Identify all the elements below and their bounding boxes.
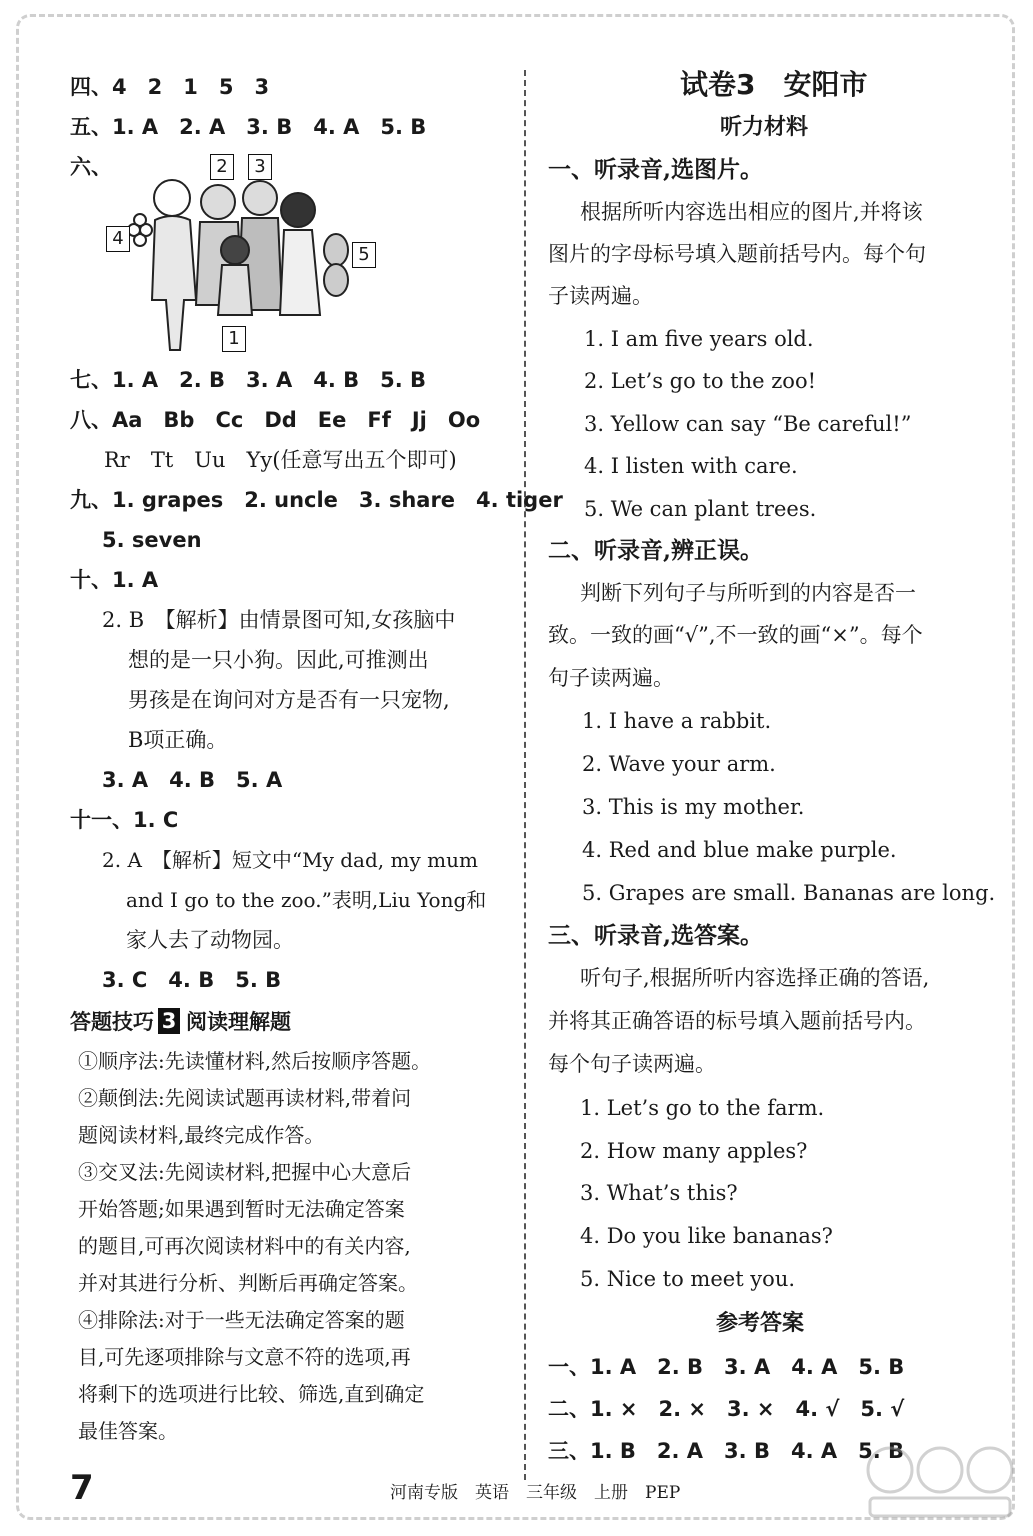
section-11-line-4: 家人去了动物园。 <box>126 928 294 952</box>
part-2-item: 3. This is my mother. <box>582 795 805 819</box>
answers-part-1: 一、1. A 2. B 3. A 4. A 5. B <box>548 1355 905 1379</box>
answers-part-2: 二、1. × 2. × 3. × 4. √ 5. √ <box>548 1397 905 1421</box>
section-8-line-1: 八、Aa Bb Cc Dd Ee Ff Jj Oo <box>70 408 481 432</box>
tip-line: 题阅读材料,最终完成作答。 <box>78 1123 325 1147</box>
tip-line: 并对其进行分析、判断后再确定答案。 <box>78 1271 418 1295</box>
tip-line: 将剩下的选项进行比较、筛选,直到确定 <box>78 1382 425 1406</box>
part-1-item: 3. Yellow can say “Be careful!” <box>584 412 912 436</box>
part-3-heading: 三、听录音,选答案。 <box>548 922 764 949</box>
tip-line: 开始答题;如果遇到暂时无法确定答案 <box>78 1197 405 1221</box>
section-10-line-6: 3. A 4. B 5. A <box>102 768 283 792</box>
part-3-desc: 并将其正确答语的标号填入题前括号内。 <box>548 1009 926 1033</box>
part-1-item: 5. We can plant trees. <box>584 497 817 521</box>
part-1-item: 4. I listen with care. <box>584 454 798 478</box>
part-2-desc: 判断下列句子与所听到的内容是否一 <box>580 581 916 605</box>
section-11-line-3: and I go to the zoo.”表明,Liu Yong和 <box>126 888 487 912</box>
label-box-4: 4 <box>106 226 130 252</box>
tip-line: 目,可先逐项排除与文意不符的选项,再 <box>78 1345 411 1369</box>
tip-line: ④排除法:对于一些无法确定答案的题 <box>78 1308 405 1332</box>
section-10-line-1: 十、1. A <box>70 568 159 592</box>
label-box-3: 3 <box>248 154 272 180</box>
tip-line: 的题目,可再次阅读材料中的有关内容, <box>78 1234 411 1258</box>
page-number: 7 <box>70 1468 94 1508</box>
section-10-line-5: B项正确。 <box>128 728 228 752</box>
label-box-1: 1 <box>222 326 246 352</box>
tip-line: ①顺序法:先读懂材料,然后按顺序答题。 <box>78 1049 432 1073</box>
part-2-item: 5. Grapes are small. Bananas are long. <box>582 881 996 905</box>
section-10-line-3: 想的是一只小狗。因此,可推测出 <box>128 648 429 672</box>
section-4-answers: 四、4 2 1 5 3 <box>70 75 270 99</box>
answers-part-3: 三、1. B 2. A 3. B 4. A 5. B <box>548 1439 905 1463</box>
tip-line: 最佳答案。 <box>78 1419 178 1443</box>
section-9-line-1: 九、1. grapes 2. uncle 3. share 4. tiger <box>70 488 563 512</box>
part-1-desc: 根据所听内容选出相应的图片,并将该 <box>580 200 923 224</box>
label-box-2: 2 <box>210 154 234 180</box>
tip-header <box>70 1005 291 1037</box>
tip-number-badge: 3 <box>158 1008 180 1034</box>
part-3-item: 4. Do you like bananas? <box>580 1224 833 1248</box>
part-1-desc: 图片的字母标号填入题前括号内。每个句 <box>548 242 926 266</box>
section-11-line-2: 2. A 【解析】短文中“My dad, my mum <box>102 848 478 872</box>
family-illustration <box>100 150 400 355</box>
part-3-item: 3. What’s this? <box>580 1181 738 1205</box>
part-1-item: 2. Let’s go to the zoo! <box>584 369 817 393</box>
tip-line: ③交叉法:先阅读材料,把握中心大意后 <box>78 1160 412 1184</box>
part-3-item: 5. Nice to meet you. <box>580 1267 796 1291</box>
section-5-answers: 五、1. A 2. A 3. B 4. A 5. B <box>70 115 427 139</box>
part-3-item: 1. Let’s go to the farm. <box>580 1096 825 1120</box>
column-divider <box>524 70 526 1480</box>
tip-prefix: 答题技巧 <box>70 1010 154 1034</box>
paper-title: 试卷3 安阳市 <box>680 68 868 101</box>
part-2-desc: 致。一致的画“√”,不一致的画“×”。每个 <box>548 623 923 647</box>
section-11-line-1: 十一、1. C <box>70 808 179 832</box>
part-3-desc: 听句子,根据所听内容选择正确的答语, <box>580 966 930 990</box>
section-7-answers: 七、1. A 2. B 3. A 4. B 5. B <box>70 368 427 392</box>
part-2-item: 2. Wave your arm. <box>582 752 776 776</box>
part-3-item: 2. How many apples? <box>580 1139 808 1163</box>
answers-title: 参考答案 <box>716 1310 805 1336</box>
part-2-heading: 二、听录音,辨正误。 <box>548 537 764 564</box>
part-2-item: 1. I have a rabbit. <box>582 709 772 733</box>
section-9-line-2: 5. seven <box>102 528 202 552</box>
part-1-heading: 一、听录音,选图片。 <box>548 156 764 183</box>
tip-title: 阅读理解题 <box>186 1010 291 1034</box>
label-box-5: 5 <box>352 242 376 268</box>
section-8-line-2: Rr Tt Uu Yy(任意写出五个即可) <box>104 448 457 472</box>
tip-line: ②颠倒法:先阅读试题再读材料,带着问 <box>78 1086 412 1110</box>
part-2-item: 4. Red and blue make purple. <box>582 838 897 862</box>
part-3-desc: 每个句子读两遍。 <box>548 1052 716 1076</box>
section-10-line-2: 2. B 【解析】由情景图可知,女孩脑中 <box>102 608 456 632</box>
footer-text: 河南专版 英语 三年级 上册 PEP <box>390 1483 681 1503</box>
part-1-desc: 子读两遍。 <box>548 284 653 308</box>
watermark-logo <box>860 1440 1020 1520</box>
section-6-label: 六、 <box>70 155 112 179</box>
section-11-line-5: 3. C 4. B 5. B <box>102 968 282 992</box>
section-10-line-4: 男孩是在询问对方是否有一只宠物, <box>128 688 450 712</box>
listening-title: 听力材料 <box>720 114 809 140</box>
part-2-desc: 句子读两遍。 <box>548 666 674 690</box>
part-1-item: 1. I am five years old. <box>584 327 814 351</box>
